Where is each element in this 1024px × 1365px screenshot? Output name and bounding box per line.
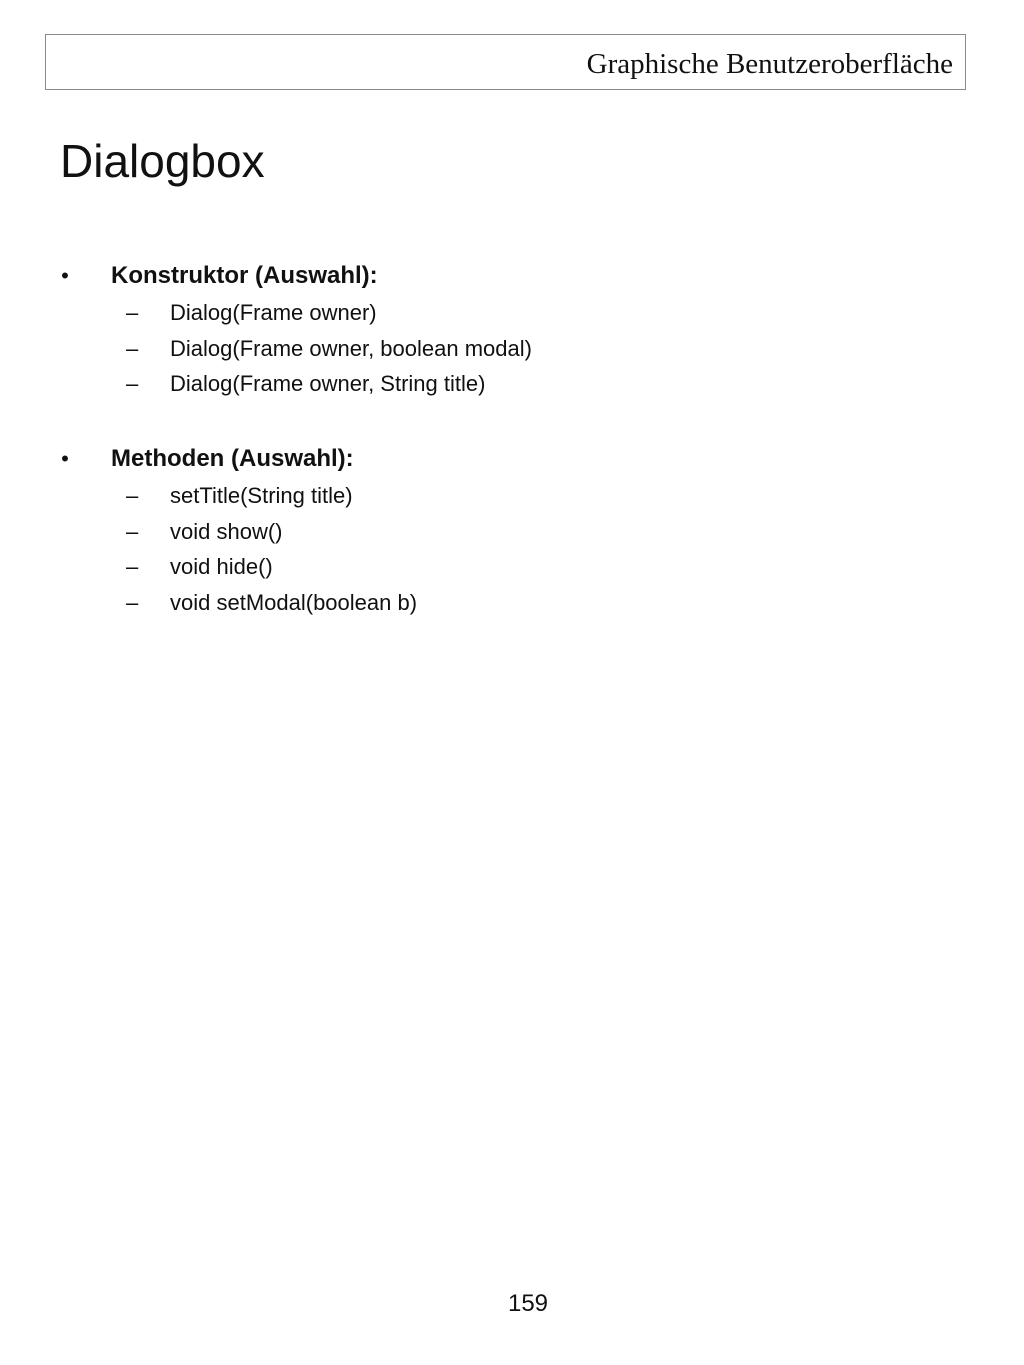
list-item (58, 478, 938, 514)
section-methods (58, 442, 938, 620)
list-item (58, 549, 938, 585)
bullet-icon: • (61, 263, 69, 288)
header-box (45, 34, 966, 90)
list-item-text: Dialog(Frame owner, boolean modal) (170, 335, 532, 361)
list-item (58, 585, 938, 621)
section-heading: Konstruktor (Auswahl): (111, 262, 378, 289)
dash-icon: – (126, 589, 139, 615)
list-item-text: Dialog(Frame owner) (170, 300, 377, 325)
dash-icon: – (126, 518, 139, 544)
list-item-text: setTitle(String title) (170, 483, 353, 508)
list-item-text: void show() (170, 518, 283, 544)
dash-icon: – (126, 371, 139, 396)
dash-icon: – (126, 554, 139, 579)
list-item (58, 366, 938, 402)
bullet-icon: • (61, 446, 69, 471)
list-item (58, 295, 938, 331)
dash-icon: – (126, 483, 139, 508)
section-heading: Methoden (Auswahl): (111, 445, 354, 472)
header-title: Graphische Benutzeroberfläche (586, 48, 953, 80)
list-item (58, 331, 938, 367)
list-item-text: void hide() (170, 554, 273, 579)
page-title: Dialogbox (60, 135, 265, 187)
dash-icon: – (126, 335, 139, 361)
dash-icon: – (126, 300, 139, 325)
list-item-text: Dialog(Frame owner, String title) (170, 371, 486, 396)
list-item (58, 514, 938, 550)
constructor-list (58, 295, 938, 402)
list-item-text: void setModal(boolean b) (170, 589, 418, 615)
section-constructors (58, 259, 938, 402)
bullet-row (58, 259, 938, 295)
method-list (58, 478, 938, 620)
page-number: 159 (507, 1290, 549, 1317)
bullet-row (58, 442, 938, 478)
